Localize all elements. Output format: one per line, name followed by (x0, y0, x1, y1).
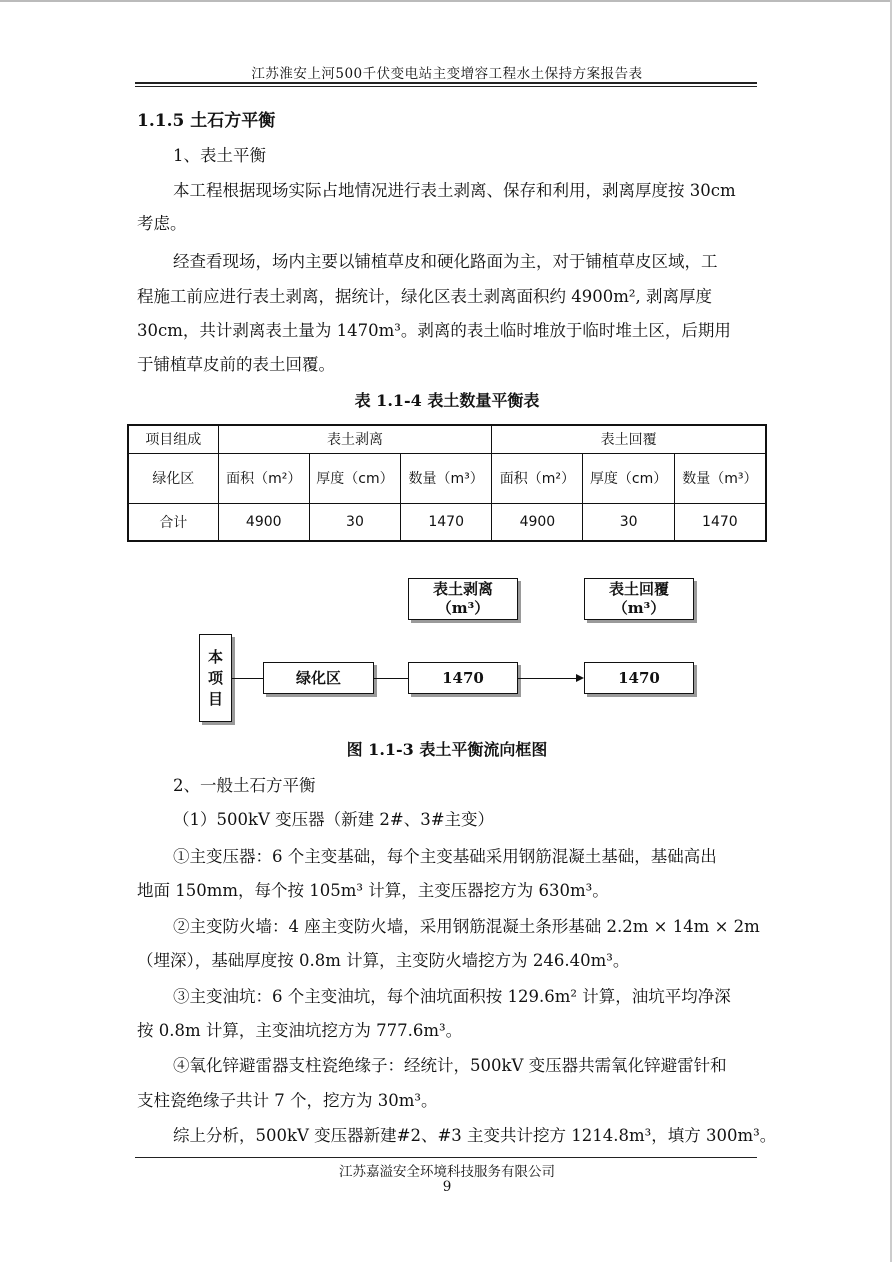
flow-box-cover-header (584, 578, 694, 620)
flow-box-cover-unit: （m³） (612, 599, 666, 617)
row-label-total: 合计 (128, 503, 218, 541)
cell-strip-area: 4900 (218, 503, 309, 541)
flow-project-char: 本 (207, 647, 223, 666)
soil-balance-table (127, 424, 767, 542)
subsection-heading: 2、一般土石方平衡 (173, 776, 316, 795)
paragraph-line: 支柱瓷绝缘子共计 7 个，挖方为 30m³。 (137, 1091, 438, 1110)
figure-caption: 图 1.1-3 表土平衡流向框图 (346, 740, 548, 759)
paragraph-line: ②主变防火墙：4 座主变防火墙，采用钢筋混凝土条形基础 2.2m × 14m × 2m (173, 917, 760, 936)
cell-cover-area: 4900 (492, 503, 583, 541)
cell-cover-quantity: 1470 (674, 503, 766, 541)
footer-rule (135, 1157, 757, 1158)
paragraph-line: ①主变压器：6 个主变基础，每个主变基础采用钢筋混凝土基础，基础高出 (173, 847, 717, 866)
header-rule (135, 82, 757, 84)
row-label-green: 绿化区 (128, 453, 218, 503)
cell-strip-quantity: 1470 (401, 503, 492, 541)
cell-strip-thickness: 30 (309, 503, 400, 541)
flow-arrow-line (518, 678, 576, 679)
subheader-cover-area: 面积（m²） (492, 453, 583, 503)
table-caption: 表 1.1-4 表土数量平衡表 (354, 391, 540, 410)
subheader-strip-thickness: 厚度（cm） (309, 453, 400, 503)
paragraph-line: 30cm，共计剥离表土量为 1470m³。剥离的表土临时堆放于临时堆土区，后期用 (137, 321, 731, 340)
subheader-strip-area: 面积（m²） (218, 453, 309, 503)
page-edge-top (0, 0, 892, 2)
cell-cover-thickness: 30 (583, 503, 674, 541)
header-strip-group: 表土剥离 (218, 425, 492, 453)
paragraph-line: 经查看现场，场内主要以铺植草皮和硬化路面为主，对于铺植草皮区域，工 (173, 252, 718, 271)
subheader-strip-quantity: 数量（m³） (401, 453, 492, 503)
flow-box-project (199, 634, 232, 722)
section-heading: 1.1.5 土石方平衡 (137, 111, 276, 131)
header-cover-group: 表土回覆 (492, 425, 766, 453)
subsection-heading: 1、表土平衡 (173, 146, 266, 165)
paragraph-line: 本工程根据现场实际占地情况进行表土剥离、保存和利用，剥离厚度按 30cm (173, 181, 736, 200)
paragraph-line: ③主变油坑：6 个主变油坑，每个油坑面积按 129.6m² 计算，油坑平均净深 (173, 987, 731, 1006)
flow-box-cover-value: 1470 (584, 662, 694, 694)
paragraph-line: ④氧化锌避雷器支柱瓷绝缘子：经统计，500kV 变压器共需氧化锌避雷针和 (173, 1056, 727, 1075)
arrow-right-icon (576, 674, 584, 682)
paragraph-line: 按 0.8m 计算，主变油坑挖方为 777.6m³。 (137, 1021, 463, 1040)
item-heading: （1）500kV 变压器（新建 2#、3#主变） (173, 810, 495, 829)
subheader-cover-quantity: 数量（m³） (674, 453, 766, 503)
flow-box-strip-unit: （m³） (436, 599, 490, 617)
flow-connector (232, 678, 263, 679)
running-header: 江苏淮安上河500千伏变电站主变增容工程水土保持方案报告表 (251, 66, 643, 82)
flow-project-char: 目 (207, 689, 223, 708)
header-rule-thin (135, 86, 757, 87)
subheader-cover-thickness: 厚度（cm） (583, 453, 674, 503)
paragraph-line: （埋深），基础厚度按 0.8m 计算，主变防火墙挖方为 246.40m³。 (137, 951, 630, 970)
header-project: 项目组成 (128, 425, 218, 453)
flow-box-cover-title: 表土回覆 (608, 580, 669, 598)
footer-company: 江苏嘉溢安全环境科技服务有限公司 (339, 1164, 555, 1180)
flow-project-char: 项 (207, 668, 223, 687)
paragraph-line: 于铺植草皮前的表土回覆。 (137, 355, 335, 374)
paragraph-line: 程施工前应进行表土剥离，据统计，绿化区表土剥离面积约 4900m², 剥离厚度 (137, 287, 712, 306)
paragraph-line: 综上分析，500kV 变压器新建#2、#3 主变共计挖方 1214.8m³，填方 300m³。 (173, 1126, 777, 1145)
flow-box-strip-title: 表土剥离 (432, 580, 493, 598)
flow-box-green: 绿化区 (263, 662, 374, 694)
flow-box-strip-header (408, 578, 518, 620)
paragraph-line: 考虑。 (137, 214, 187, 233)
flow-connector (374, 678, 408, 679)
flow-box-strip-value: 1470 (408, 662, 518, 694)
page-number: 9 (442, 1179, 452, 1195)
paragraph-line: 地面 150mm，每个按 105m³ 计算，主变压器挖方为 630m³。 (137, 881, 609, 900)
